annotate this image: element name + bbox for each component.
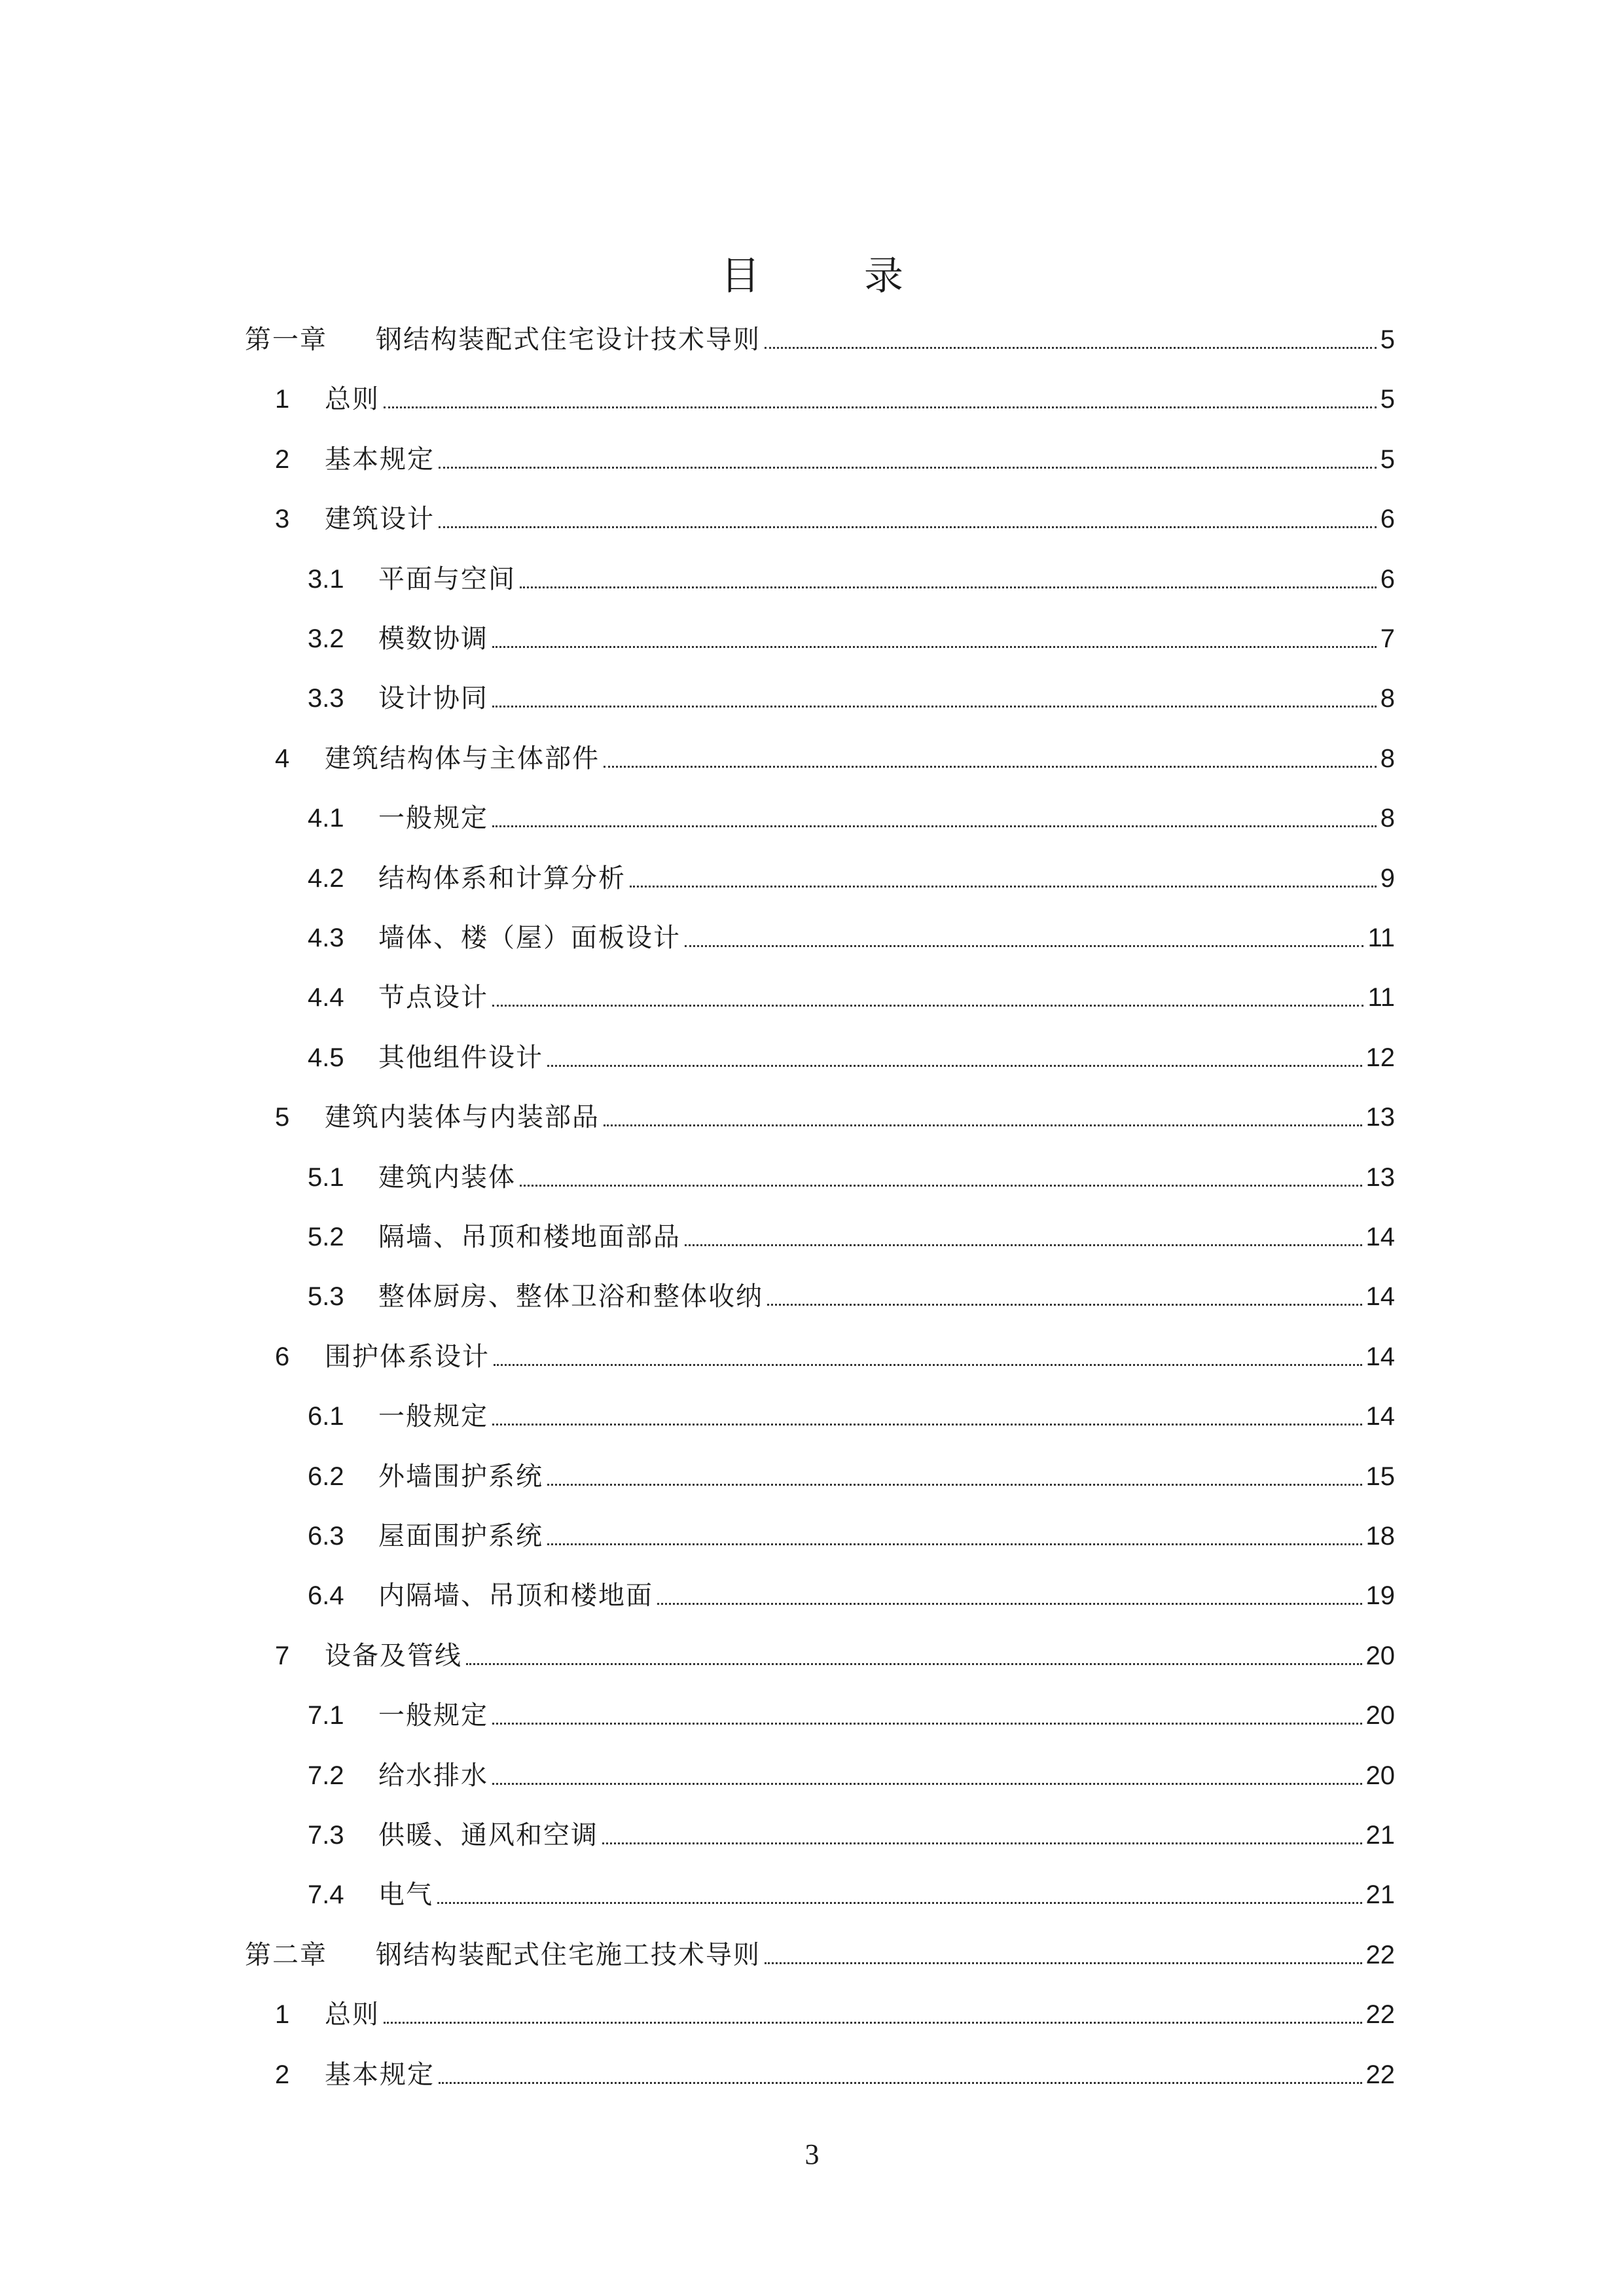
toc-entry[interactable] [308, 789, 1395, 836]
toc-entry-number: 2 [275, 445, 290, 474]
toc-entry[interactable] [308, 1687, 1395, 1734]
toc-entry-page: 20 [1365, 1641, 1395, 1670]
toc-entry-number: 7.3 [308, 1821, 344, 1850]
dot-leader [494, 1364, 1362, 1366]
dot-leader [547, 1065, 1362, 1067]
dot-leader [466, 1663, 1362, 1665]
dot-leader [657, 1603, 1362, 1605]
toc-entry-number: 3.1 [308, 565, 344, 594]
toc-entry-title: 基本规定 [325, 2060, 435, 2090]
toc-entry-page: 6 [1380, 565, 1395, 594]
toc-entry-page: 14 [1365, 1342, 1395, 1371]
toc-entry-number: 3 [275, 505, 290, 533]
toc-entry-title: 设备及管线 [325, 1641, 462, 1671]
toc-entry-number: 5.1 [308, 1163, 344, 1192]
toc-entry-page: 11 [1367, 924, 1395, 952]
toc-entry-number: 6.4 [308, 1581, 344, 1610]
toc-entry-number: 1 [275, 385, 290, 414]
toc-entry-number: 6.2 [308, 1462, 344, 1491]
toc-entry-title: 建筑结构体与主体部件 [325, 744, 600, 774]
toc-entry-number: 2 [275, 2060, 290, 2089]
toc-entry-number: 3.3 [308, 684, 344, 713]
toc-entry-page: 18 [1365, 1522, 1395, 1551]
toc-entry-title: 平面与空间 [378, 564, 516, 594]
toc-entry-title: 电气 [378, 1880, 433, 1910]
toc-entry-page: 15 [1365, 1462, 1395, 1491]
toc-entry-title: 内隔墙、吊顶和楼地面 [378, 1581, 653, 1611]
dot-leader [547, 1543, 1362, 1545]
toc-entry[interactable] [245, 311, 1395, 358]
toc-entry-page: 22 [1365, 1941, 1395, 1969]
toc-entry-title: 其他组件设计 [378, 1043, 543, 1073]
toc-entry-page: 12 [1365, 1043, 1395, 1072]
toc-entry-title: 墙体、楼（屋）面板设计 [378, 923, 681, 953]
toc-entry-number: 4.1 [308, 804, 344, 833]
toc-entry[interactable] [308, 550, 1395, 598]
toc-entry-page: 8 [1380, 804, 1395, 833]
toc-entry[interactable] [308, 670, 1395, 717]
dot-leader [604, 766, 1377, 768]
toc-entry[interactable] [308, 969, 1395, 1016]
toc-entry[interactable] [275, 730, 1395, 777]
dot-leader [604, 1124, 1362, 1126]
dot-leader [765, 347, 1377, 349]
toc-entry-title: 一般规定 [378, 1700, 488, 1731]
toc-entry-number: 4 [275, 744, 290, 773]
toc-entry-number: 5 [275, 1103, 290, 1132]
dot-leader [492, 1005, 1363, 1007]
toc-entry-number: 5.3 [308, 1282, 344, 1311]
toc-entry-title: 围护体系设计 [325, 1342, 490, 1372]
dot-leader [685, 1244, 1362, 1246]
toc-entry-page: 5 [1380, 325, 1395, 354]
toc-entry-title: 一般规定 [378, 1401, 488, 1431]
dot-leader [439, 526, 1377, 528]
toc-entry-title: 总则 [325, 2000, 380, 2030]
toc-entry-page: 5 [1380, 445, 1395, 474]
dot-leader [520, 586, 1377, 588]
dot-leader [765, 1962, 1362, 1964]
toc-entry-page: 9 [1380, 864, 1395, 893]
toc-entry-page: 22 [1365, 2000, 1395, 2029]
dot-leader [492, 706, 1377, 708]
dot-leader [520, 1185, 1362, 1187]
toc-entry-page: 13 [1365, 1103, 1395, 1132]
toc-entry-title: 建筑内装体 [378, 1162, 516, 1193]
toc-entry-title: 钢结构装配式住宅设计技术导则 [376, 325, 761, 355]
toc-entry-number: 第一章 [245, 325, 327, 355]
toc-entry-number: 6 [275, 1342, 290, 1371]
toc-entry-number: 1 [275, 2000, 290, 2029]
toc-entry-title: 结构体系和计算分析 [378, 863, 626, 893]
toc-entry-title: 节点设计 [378, 982, 488, 1013]
toc-entry[interactable] [308, 1567, 1395, 1614]
toc-entry[interactable] [308, 850, 1395, 897]
toc-entry-number: 第二章 [245, 1940, 327, 1970]
toc-entry-number: 3.2 [308, 624, 344, 653]
toc-entry-number: 4.3 [308, 924, 344, 952]
toc-entry[interactable] [308, 1208, 1395, 1255]
dot-leader [439, 467, 1377, 469]
dot-leader [492, 825, 1377, 827]
toc-entry[interactable] [308, 1029, 1395, 1076]
page-number: 3 [804, 2138, 820, 2170]
toc-entry-title: 一般规定 [378, 803, 488, 833]
toc-entry-number: 7 [275, 1641, 290, 1670]
toc-entry[interactable] [308, 1747, 1395, 1794]
toc-entry-number: 5.2 [308, 1223, 344, 1251]
toc-entry-page: 22 [1365, 2060, 1395, 2089]
toc-entry-number: 7.4 [308, 1880, 344, 1909]
toc-entry-page: 8 [1380, 744, 1395, 773]
toc-entry-title: 模数协调 [378, 624, 488, 654]
toc-entry[interactable] [275, 1986, 1395, 2033]
dot-leader [547, 1484, 1362, 1486]
toc-entry-number: 4.5 [308, 1043, 344, 1072]
toc-entry-title: 建筑设计 [325, 504, 435, 534]
toc-entry-page: 20 [1365, 1761, 1395, 1790]
toc-entry-title: 供暖、通风和空调 [378, 1820, 598, 1850]
toc-entry[interactable] [275, 1088, 1395, 1136]
toc-entry-title: 整体厨房、整体卫浴和整体收纳 [378, 1282, 763, 1312]
dot-leader [492, 646, 1377, 648]
toc-entry-page: 5 [1380, 385, 1395, 414]
toc-entry-page: 19 [1365, 1581, 1395, 1610]
toc-entry-number: 7.2 [308, 1761, 344, 1790]
toc-entry[interactable] [275, 490, 1395, 537]
toc-entry-page: 21 [1365, 1880, 1395, 1909]
toc-entry-title: 给水排水 [378, 1761, 488, 1791]
dot-leader [437, 1902, 1362, 1904]
toc-entry-title: 钢结构装配式住宅施工技术导则 [376, 1940, 761, 1970]
toc-entry[interactable] [308, 1866, 1395, 1913]
dot-leader [492, 1424, 1362, 1426]
toc-entry[interactable] [275, 1627, 1395, 1674]
dot-leader [439, 2082, 1362, 2084]
toc-entry-page: 11 [1367, 983, 1395, 1012]
toc-entry[interactable] [308, 1149, 1395, 1196]
toc-entry[interactable] [275, 431, 1395, 478]
toc-entry[interactable] [308, 1388, 1395, 1435]
toc-entry[interactable] [245, 1926, 1395, 1973]
toc-entry-page: 7 [1380, 624, 1395, 653]
toc-entry-page: 20 [1365, 1701, 1395, 1730]
toc-entry[interactable] [275, 1328, 1395, 1375]
toc-entry[interactable] [275, 370, 1395, 418]
toc-entry-page: 8 [1380, 684, 1395, 713]
toc-entry-page: 14 [1365, 1402, 1395, 1431]
toc-entry[interactable] [308, 610, 1395, 657]
toc-entry-page: 21 [1365, 1821, 1395, 1850]
toc-entry[interactable] [308, 1268, 1395, 1315]
dot-leader [630, 886, 1377, 888]
toc-entry-title: 基本规定 [325, 444, 435, 475]
toc-entry-title: 总则 [325, 384, 380, 414]
toc-entry[interactable] [308, 1806, 1395, 1854]
toc-entry-title: 设计协同 [378, 683, 488, 713]
dot-leader [384, 406, 1377, 408]
toc-entry-page: 14 [1365, 1223, 1395, 1251]
dot-leader [384, 2022, 1362, 2024]
toc-entry[interactable] [308, 909, 1395, 956]
toc-entry-page: 6 [1380, 505, 1395, 533]
dot-leader [602, 1842, 1362, 1844]
toc-entry[interactable] [308, 1448, 1395, 1495]
toc-entry-title: 隔墙、吊顶和楼地面部品 [378, 1222, 681, 1252]
toc-entry-number: 4.2 [308, 864, 344, 893]
toc-entry-number: 7.1 [308, 1701, 344, 1730]
dot-leader [492, 1783, 1362, 1785]
toc-entry[interactable] [275, 2046, 1395, 2093]
toc-entry-page: 14 [1365, 1282, 1395, 1311]
toc-entry[interactable] [308, 1507, 1395, 1554]
toc-entry-number: 4.4 [308, 983, 344, 1012]
toc-entry-title: 屋面围护系统 [378, 1521, 543, 1551]
dot-leader [492, 1723, 1362, 1725]
toc-entry-page: 13 [1365, 1163, 1395, 1192]
toc-entry-title: 外墙围护系统 [378, 1462, 543, 1492]
dot-leader [767, 1304, 1362, 1306]
dot-leader [685, 945, 1363, 947]
toc-entry-number: 6.1 [308, 1402, 344, 1431]
toc-entry-number: 6.3 [308, 1522, 344, 1551]
toc-entry-title: 建筑内装体与内装部品 [325, 1102, 600, 1132]
page-title: 目 录 [720, 253, 950, 299]
